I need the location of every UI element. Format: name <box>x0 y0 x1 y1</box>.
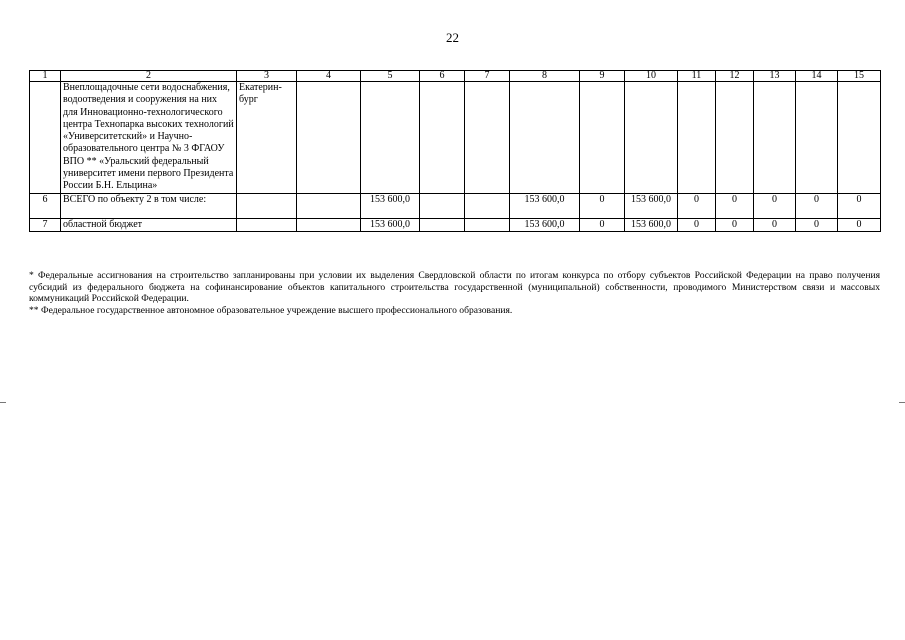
table-cell <box>465 82 510 194</box>
value-cell: 0 <box>796 193 838 218</box>
value-cell: 153 600,0 <box>510 193 580 218</box>
table-cell <box>678 82 716 194</box>
table-cell <box>580 82 625 194</box>
column-header: 2 <box>61 71 237 82</box>
value-cell: 153 600,0 <box>361 218 420 231</box>
table-cell <box>361 82 420 194</box>
column-header: 15 <box>838 71 881 82</box>
column-header: 10 <box>625 71 678 82</box>
table-row <box>30 82 881 194</box>
value-cell: 0 <box>754 193 796 218</box>
value-cell: 153 600,0 <box>625 193 678 218</box>
value-cell: 153 600,0 <box>361 193 420 218</box>
table-cell <box>297 218 361 231</box>
column-header: 11 <box>678 71 716 82</box>
column-header: 5 <box>361 71 420 82</box>
table-cell <box>237 193 297 218</box>
row-number: 7 <box>30 218 61 231</box>
table-cell <box>716 82 754 194</box>
value-cell: 0 <box>580 193 625 218</box>
column-header: 12 <box>716 71 754 82</box>
footnote: * Федеральные ассигнования на строительство запланированы при условии их выделения Свердловской области по итогам конкурса по отбору субъектов Российской Федерации на право получения субсидий из федерального бюджета на софинансирование объектов капитального строительства государственной (муниципальной) собственности, проводимого Министерством связи и массовых коммуникаций Российской Федерации. <box>29 270 880 304</box>
budget-table <box>29 70 881 232</box>
table-cell <box>237 218 297 231</box>
row-number <box>30 82 61 194</box>
column-header: 14 <box>796 71 838 82</box>
table-cell <box>297 193 361 218</box>
value-cell: 0 <box>716 218 754 231</box>
location-cell: Екатерин-бург <box>237 82 297 194</box>
row-label: областной бюджет <box>61 218 237 231</box>
value-cell: 0 <box>796 218 838 231</box>
table-cell <box>297 82 361 194</box>
value-cell <box>420 193 465 218</box>
value-cell <box>420 218 465 231</box>
table-cell <box>420 82 465 194</box>
footnotes <box>29 270 880 316</box>
table-cell <box>838 82 881 194</box>
column-header: 9 <box>580 71 625 82</box>
column-header: 7 <box>465 71 510 82</box>
table-cell <box>796 82 838 194</box>
value-cell: 0 <box>838 193 881 218</box>
value-cell: 153 600,0 <box>510 218 580 231</box>
scan-edge-mark <box>899 402 905 403</box>
footnote: ** Федеральное государственное автономное образовательное учреждение высшего профессионального образования. <box>29 304 513 316</box>
scan-edge-mark <box>0 402 6 403</box>
value-cell: 0 <box>754 218 796 231</box>
value-cell: 153 600,0 <box>625 218 678 231</box>
column-header: 13 <box>754 71 796 82</box>
table-cell <box>625 82 678 194</box>
value-cell <box>465 218 510 231</box>
value-cell: 0 <box>580 218 625 231</box>
column-header: 4 <box>297 71 361 82</box>
value-cell: 0 <box>678 193 716 218</box>
value-cell: 0 <box>678 218 716 231</box>
value-cell <box>465 193 510 218</box>
object-name: Внеплощадочные сети водоснабжения, водоотведения и сооружения на них для Инновационно-технологического центра Технопарка высоких технологий «Университетский» и Научно-образовательного центра № 3 ФГАОУ ВПО ** «Уральский федеральный университет имени первого Президента России Б.Н. Ельцина» <box>61 82 237 194</box>
table-cell <box>510 82 580 194</box>
table-header-row <box>30 71 881 82</box>
column-header: 3 <box>237 71 297 82</box>
row-number: 6 <box>30 193 61 218</box>
column-header: 6 <box>420 71 465 82</box>
table-row <box>30 193 881 218</box>
column-header: 8 <box>510 71 580 82</box>
row-label: ВСЕГО по объекту 2 в том числе: <box>61 193 237 218</box>
value-cell: 0 <box>838 218 881 231</box>
table-row <box>30 218 881 231</box>
value-cell: 0 <box>716 193 754 218</box>
page-number: 22 <box>446 30 459 45</box>
table-cell <box>754 82 796 194</box>
column-header: 1 <box>30 71 61 82</box>
